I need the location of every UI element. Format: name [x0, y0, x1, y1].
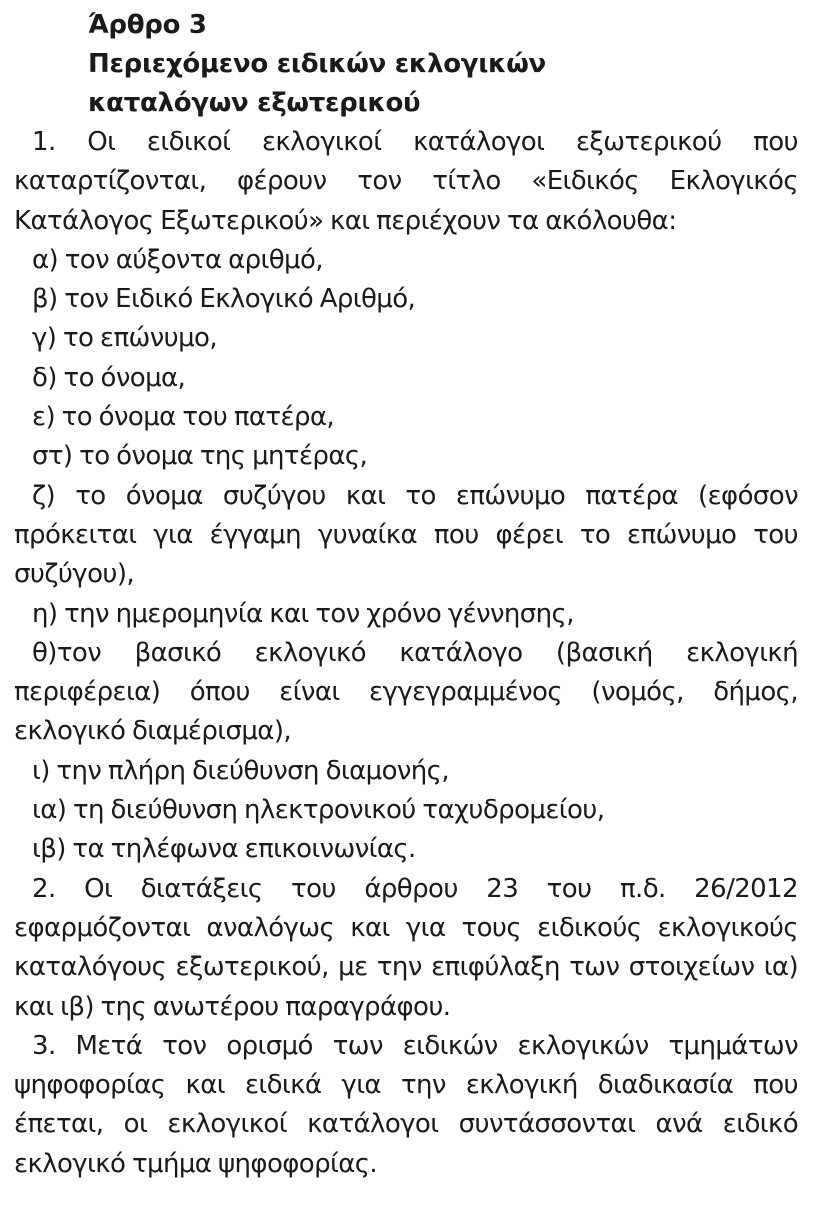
- list-item: ε) το όνομα του πατέρα,: [32, 402, 335, 433]
- paragraph-1-intro: 1. Οι ειδικοί εκλογικοί κατάλογοι εξωτερικού που καταρτίζονται, φέρουν τον τίτλο «Ειδικός Εκλογικός Κατάλογος Εξωτερικού» και περιέχουν τα ακόλουθα:: [14, 127, 798, 236]
- list-item: ι) την πλήρη διεύθυνση διαμονής,: [32, 755, 450, 786]
- list-item: ιβ) τα τηλέφωνα επικοινωνίας.: [32, 834, 416, 865]
- article-title-line-1: Περιεχόμενο ειδικών εκλογικών: [88, 49, 546, 79]
- article-title-line-2: καταλόγων εξωτερικού: [88, 88, 421, 118]
- paragraph-2: 2. Οι διατάξεις του άρθρου 23 του π.δ. 26/2012 εφαρμόζονται αναλόγως και για τους ειδικούς εκλογικούς καταλόγους εξωτερικού, με την επιφύλαξη των στοιχείων ια) και ιβ) της ανωτέρου παραγράφου.: [14, 873, 798, 1022]
- item-list: [14, 241, 798, 870]
- list-item: β) τον Ειδικό Εκλογικό Αριθμό,: [32, 284, 416, 315]
- article-heading: [88, 6, 798, 123]
- list-item: ζ) το όνομα συζύγου και το επώνυμο πατέρα (εφόσον πρόκειται για έγγαμη γυναίκα που φέρει το επώνυμο του συζύγου),: [14, 480, 798, 590]
- list-item: θ)τον βασικό εκλογικό κατάλογο (βασική εκλογική περιφέρεια) όπου είναι εγγεγραμμένος (νομός, δήμος, εκλογικό διαμέρισμα),: [14, 637, 798, 747]
- article-number: Άρθρο 3: [88, 10, 207, 40]
- list-item: στ) το όνομα της μητέρας,: [32, 441, 368, 472]
- list-item: α) τον αύξοντα αριθμό,: [32, 244, 323, 275]
- list-item: η) την ημερομηνία και τον χρόνο γέννησης,: [32, 598, 574, 629]
- list-item: γ) το επώνυμο,: [32, 323, 217, 354]
- list-item: δ) το όνομα,: [32, 362, 186, 393]
- list-item: ια) τη διεύθυνση ηλεκτρονικού ταχυδρομείου,: [32, 795, 605, 826]
- article-body: [14, 123, 798, 1184]
- paragraph-3: 3. Μετά τον ορισμό των ειδικών εκλογικών τμημάτων ψηφοφορίας και ειδικά για την εκλογική διαδικασία που έπεται, οι εκλογικοί κατάλογοι συντάσσονται ανά ειδικό εκλογικό τμήμα ψηφοφορίας.: [14, 1030, 798, 1179]
